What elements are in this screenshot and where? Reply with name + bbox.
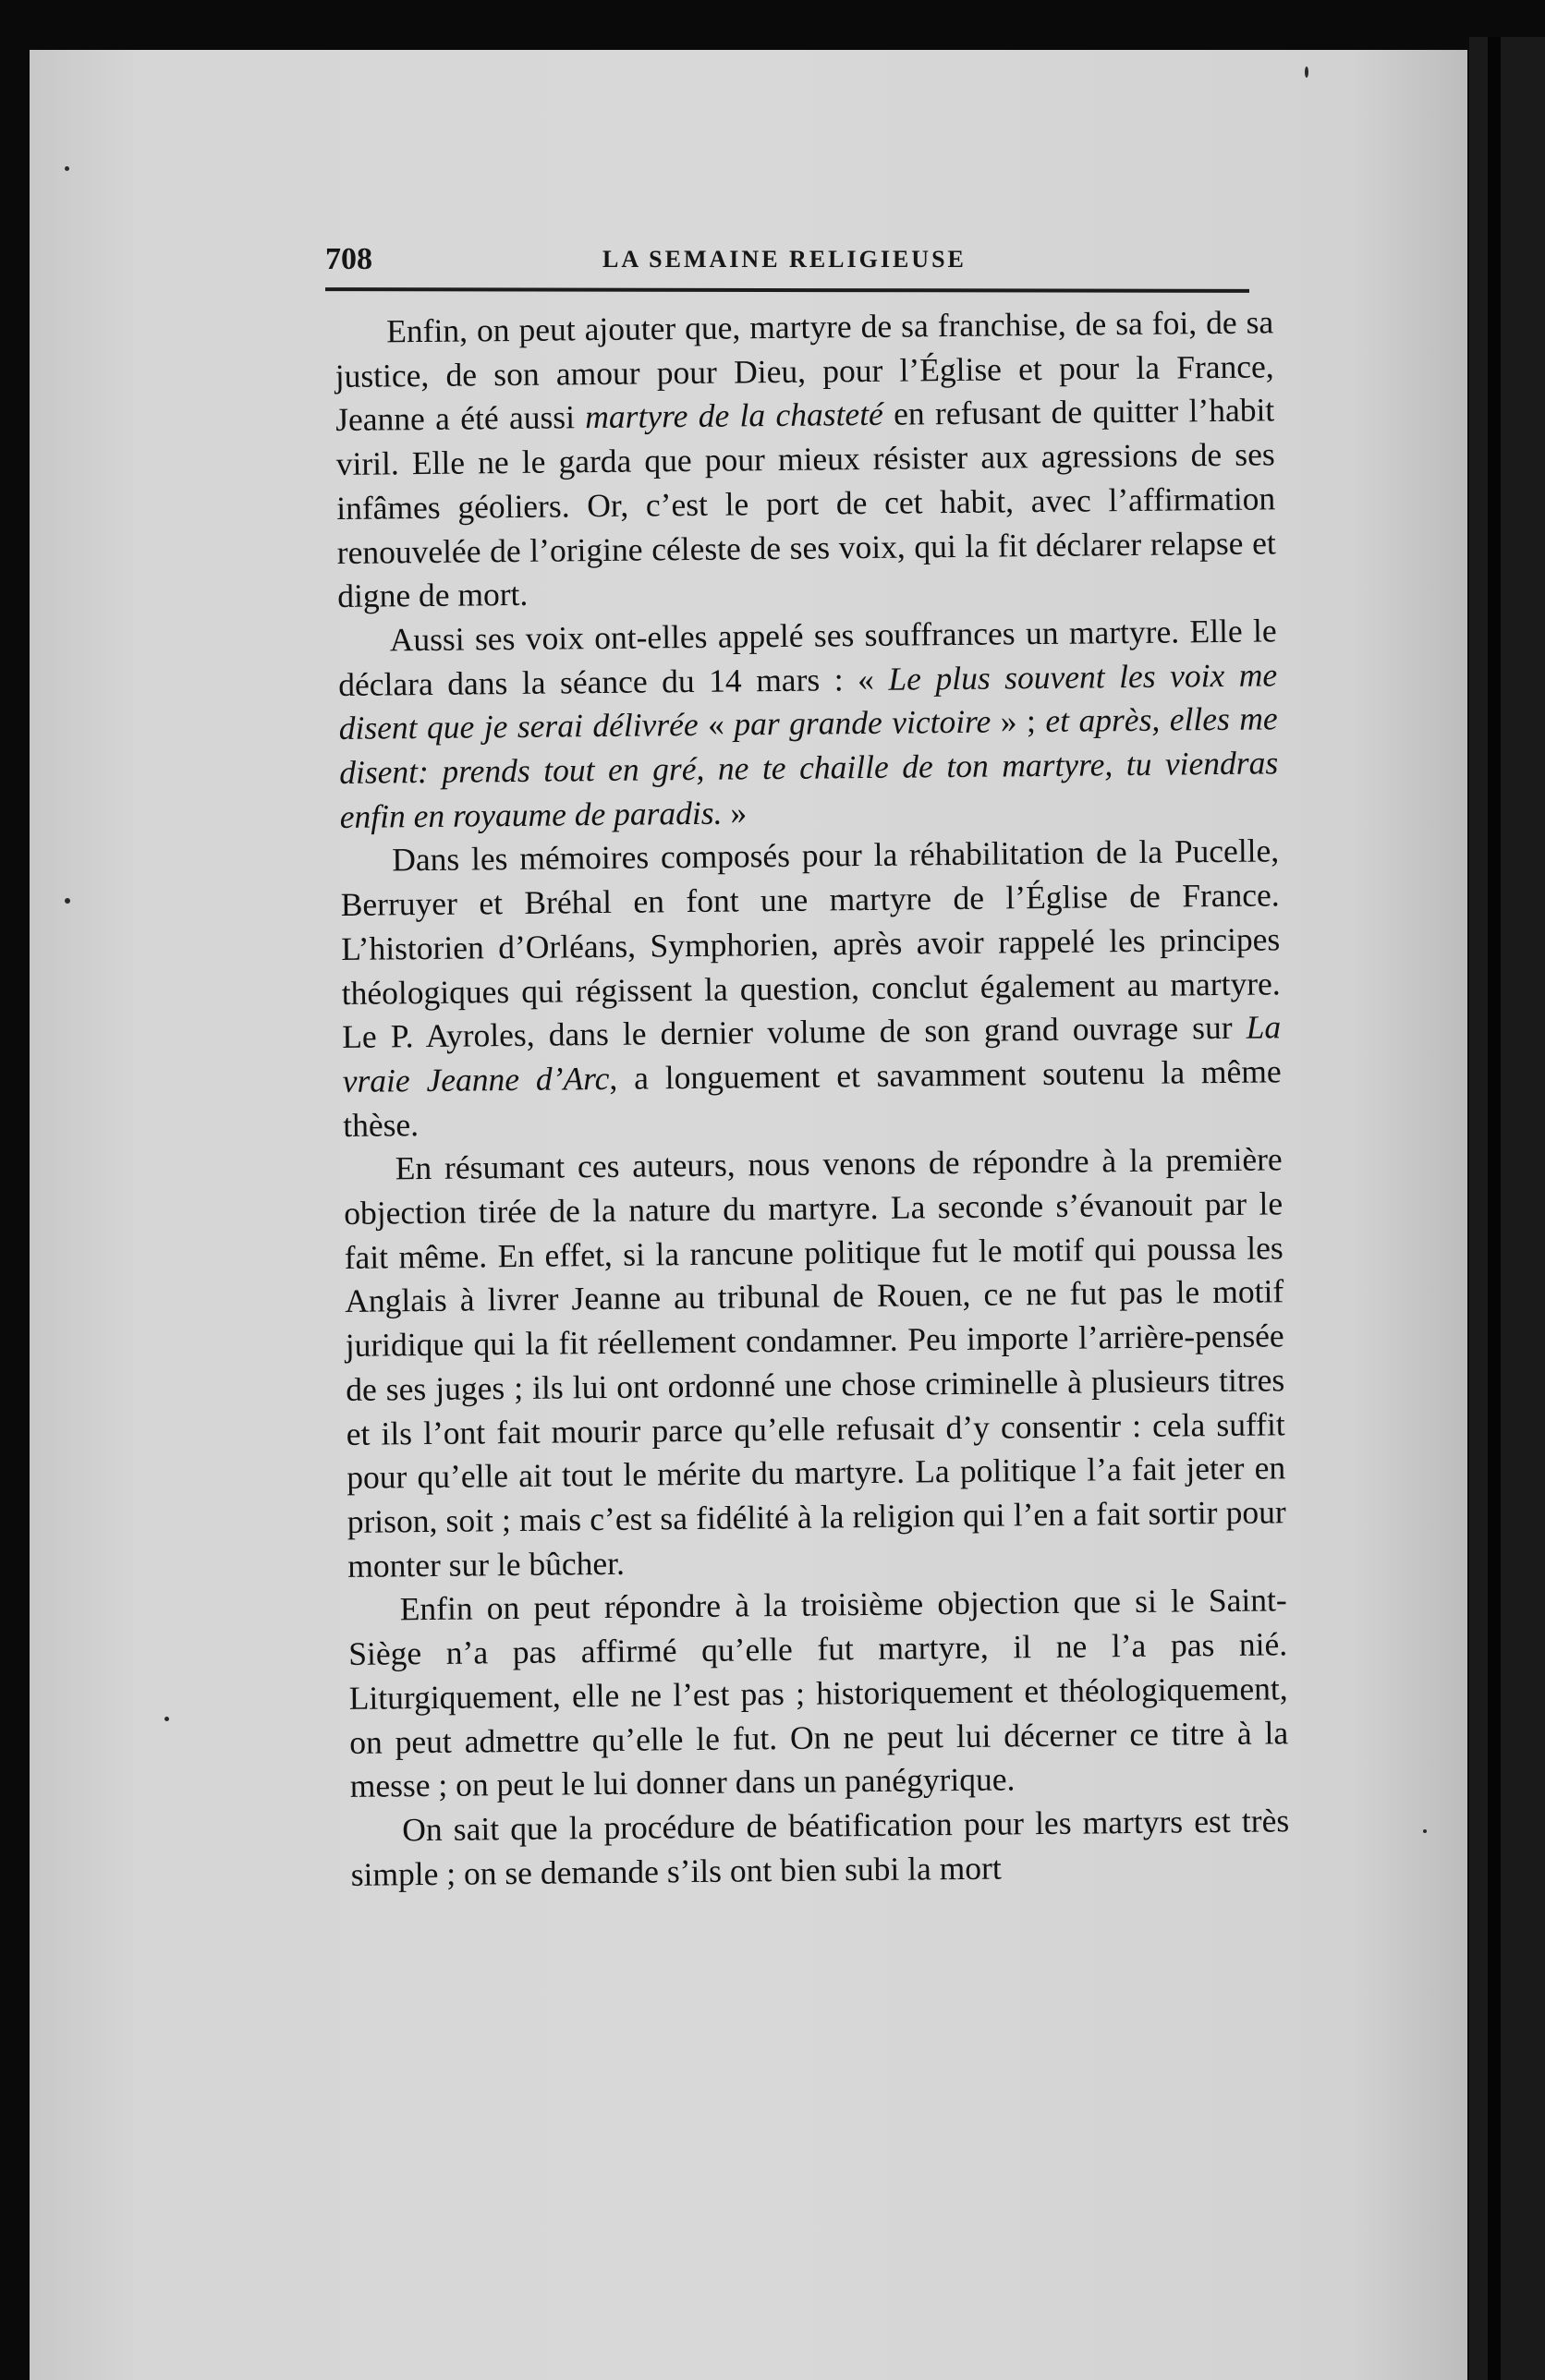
- paragraph-text: Aussi ses voix ont-elles appelé ses souffrances un martyre. Elle le déclara dans la séance du 14 mars : «: [338, 612, 1277, 703]
- scan-speck: [65, 166, 69, 171]
- paragraph: [337, 609, 1278, 839]
- italic-text: par grande victoire: [734, 702, 991, 743]
- paragraph-text: Enfin, on peut ajouter que, martyre de sa franchise, de sa foi, de sa justice, de son amour pour Dieu, pour l’Église et pour la France, Jeanne a été aussi: [335, 303, 1274, 439]
- paragraph: [343, 1138, 1286, 1589]
- paragraph-text: , a longuement et savamment soutenu la même thèse.: [343, 1052, 1282, 1144]
- paragraph: [350, 1799, 1290, 1897]
- body-text: [335, 300, 1291, 1992]
- page-header: [325, 242, 1249, 288]
- scan-speck: [1423, 1829, 1427, 1833]
- paragraph: [335, 300, 1276, 619]
- paragraph-text: en refusant de quitter l’habit viril. Elle ne le garda que pour mieux résister aux agressions de ses infâmes géoliers. Or, c’est le port de cet habit, avec l’affirmation renouvelée de l’origine céleste de ses voix, qui la fit déclarer relapse et digne de mort.: [335, 391, 1276, 615]
- paragraph-text: »: [722, 794, 748, 832]
- paragraph-text: «: [698, 705, 735, 744]
- paragraph: [340, 830, 1282, 1148]
- paragraph: [347, 1579, 1288, 1809]
- running-title: LA SEMAINE RELIGIEUSE: [602, 246, 967, 273]
- italic-text: Le plus souvent les voix me disent que je serai délivrée: [338, 655, 1278, 747]
- paragraph-text: Dans les mémoires composés pour la réhabilitation de la Pucelle, Berruyer et Bréhal en font une martyre de l’Église de France. L’historien d’Orléans, Symphorien, après avoir rappelé les principes théologiques qui régissent la question, conclut également au martyre. Le P. Ayroles, dans le dernier volume de son grand ouvrage sur: [340, 832, 1281, 1056]
- page-gutter-shadow: [1488, 37, 1501, 2380]
- paragraph-text: En résumant ces auteurs, nous venons de répondre à la première objection tirée de la nature du martyre. La seconde s’évanouit par le fait même. En effet, si la rancune politique fut le motif qui poussa les Anglais à livrer Jeanne au tribunal de Rouen, ce ne fut pas le motif juridique qui la fit réellement condamner. Peu importe l’arrière-pensée de ses juges ; ils lui ont ordonné une chose criminelle à plusieurs titres et ils l’ont fait mourir parce qu’elle refusait d’y consentir : cela suffit pour qu’elle ait tout le mérite du martyre. La politique l’a fait jeter en prison, soit ; mais c’est sa fidélité à la religion qui l’en a fait sortir pour monter sur le bûcher.: [344, 1140, 1286, 1585]
- italic-text: martyre de la chasteté: [585, 395, 884, 436]
- scan-speck: [1305, 67, 1308, 78]
- page-number: 708: [325, 242, 372, 276]
- facing-page-edge: [1469, 37, 1545, 2380]
- paragraph-text: Enfin on peut répondre à la troisième objection que si le Saint-Siège n’a pas affirmé qu’elle fut martyre, il ne l’a pas nié. Liturgiquement, elle ne l’est pas ; historiquement et théologiquement, on peut admettre qu’elle le fut. On ne peut lui décerner ce titre à la messe ; on peut le lui donner dans un panégyrique.: [348, 1581, 1289, 1805]
- paragraph-text: » ;: [991, 702, 1046, 740]
- paragraph-text: On sait que la procédure de béatification pour les martyrs est très simple ; on se demande s’ils ont bien subi la mort: [350, 1802, 1290, 1893]
- italic-text: La vraie Jeanne d’Arc: [342, 1008, 1282, 1099]
- italic-text: et après, elles me disent: prends tout en gré, ne te chaille de ton martyre, tu viendras enfin en royaume de paradis.: [339, 699, 1279, 835]
- scan-speck: [164, 1717, 169, 1721]
- scan-speck: [65, 898, 70, 904]
